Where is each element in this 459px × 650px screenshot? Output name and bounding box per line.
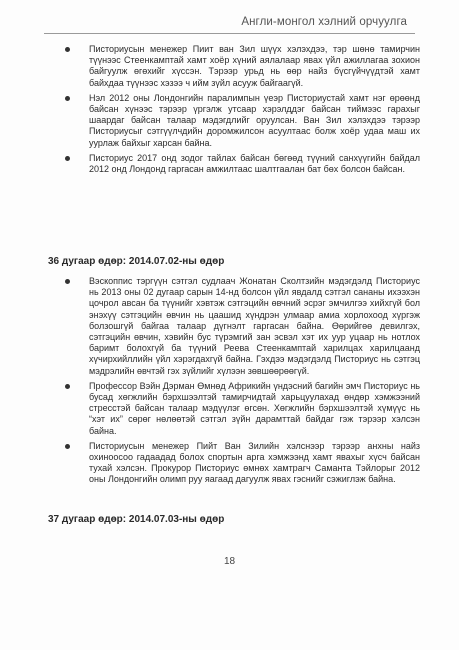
- list-item-text: Вэскоппис тэргүүн сэтгэл судлаач Жонатан Сколтзийн мэдэгдэлд Писториус нь 2013 оны 02 дугаар сарын 14-нд болсон үйл явдалд сэтгэл сананы ихээхэн цочрол авсан ба түүнийг хэвтэж сэтгэцийн өвчний эсрэг эмчилгээ хийхгүй бол энэхүү сэтгэцийн өвчин нь цаашид хүндрэн улмаар амиа хорлохоод хүргэж болзошгүй байгаа талаар дүгнэлт гаргасан байна. Өөрийгөө девилгэх, сэтгэцийн өвчин, хэвийн бус түрэмгий зан эсвэл хэт их уур уцаар нь нотлох баримт болохгүй ба түүний Реева Стеенкамптай харилцах харилцаанд хүчирхийллийн үйл хэрэгдахгүй байна. Гэхдээ мэдэгдэлд Писториус нь сэтгэц мэдрэлийн өвчтэй гэх зүйлийг хүлээн зөвшөөрөөгүй.: [89, 276, 420, 376]
- list-item: [50, 276, 420, 377]
- bullet-icon: [65, 47, 70, 52]
- list-item-text: Нэл 2012 оны Лондонгийн паралимпын үеэр Писториустай хамт нэг өрөөнд байсан хүнээс тэрээр үргэлж утсаар хэрэлддэг байсан тиймээс гарахыг шаардаг байсан талаар мэдэгдлийг оруулсан. Ван Зил хэлэхдээ тэрээр Писториусыг сэтгүүлчдийн доромжилсон асуултаас болж хоёр удаа маш их уурлаж байхыг харсан байна.: [89, 92, 420, 148]
- page-content: [48, 44, 420, 525]
- list-item: [50, 441, 420, 486]
- bullet-list-section-1: [50, 44, 420, 175]
- bullet-icon: [65, 279, 70, 284]
- bullet-icon: [65, 96, 70, 101]
- list-item-text: Писториус 2017 онд зодог тайлах байсан бөгөөд түүний санхүүгийн байдал 2012 онд Лондонд гаргасан амжилтаас шалтгаалан бат бөх болсон байсан.: [89, 152, 420, 175]
- bullet-icon: [65, 384, 70, 389]
- list-item-text: Писториусын менежер Пийт Ван Зилийн хэлснээр тэрээр анхны найз охиноосоо гадаадад болох спортын арга хэмжээнд хамт явахыг хүсч байсан тухай хэлсэн. Прокурор Писториус өмнөх хамтрагч Саманта Тэйлорыг 2012 оны Лондонгийн олимп руу яагаад дагуулж явах гэснийг сэжиглэж байна.: [89, 440, 420, 485]
- bullet-icon: [65, 156, 70, 161]
- list-item: [50, 93, 420, 149]
- page-number: 18: [223, 556, 236, 567]
- day-37-heading: 37 дугаар өдөр: 2014.07.03-ны өдөр: [48, 514, 225, 525]
- bullet-icon: [65, 444, 70, 449]
- list-item: [50, 381, 420, 437]
- list-item: [50, 153, 420, 175]
- list-item-text: Профессор Вэйн Дэрман Өмнөд Африкийн үндэсний багийн эмч Писториус нь бусад хөгжлийн бэрхшээлтэй тамирчидтай харьцуулахад өндөр хэмжээний стресстэй байсан талаар мэдүүлэг өгсөн. Хөгжлийн бэрхшээлтэй хүмүүс нь “хэт их” сөрөг нөлөөтэй сэтгэл зүйн дарамттай байдаг гэж тэрээр хэлсэн байна.: [89, 380, 420, 436]
- day-36-heading: 36 дугаар өдөр: 2014.07.02-ны өдөр: [48, 256, 225, 267]
- list-item-text: Писториусын менежер Пиит ван Зил шүүх хэлэхдээ, тэр шөнө тамирчин түүнээс Стеенкамптай хамт хоёр хүний аялалаар явах үйл ажиллагаа зохион байгуулж өгөхийг хүссэн. Тэрээр урьд нь өөр найз бүсгүйчүүдтэй хамт байхдаа түүнээс хэзээ ч ийм зүйл асууж байгаагүй.: [89, 44, 420, 88]
- list-item: [50, 44, 420, 89]
- header-rule: [44, 33, 415, 34]
- running-header: Англи-монгол хэлний орчуулга: [241, 16, 407, 28]
- bullet-list-section-2: [50, 276, 420, 490]
